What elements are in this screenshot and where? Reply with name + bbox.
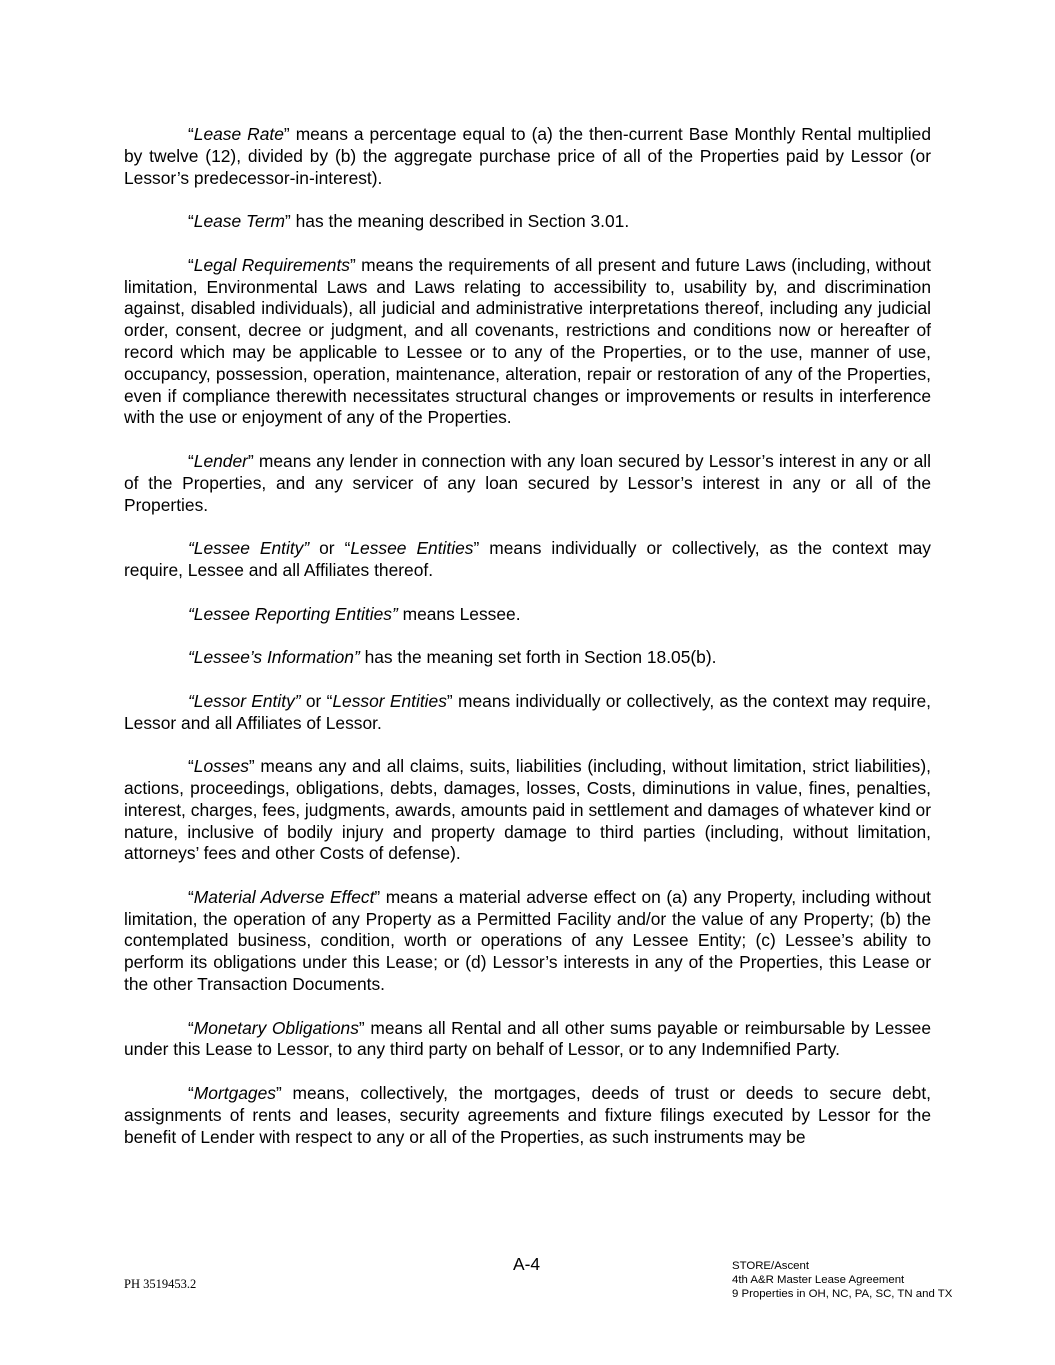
document-body: [124, 124, 931, 1170]
definition-lessees-information: “Lessee’s Information” has the meaning set forth in Section 18.05(b).: [188, 647, 717, 668]
definition-lessor-entity: “Lessor Entity” or “Lessor Entities” means individually or collectively, as the context may require, Lessor and all Affiliates of Lessor.: [124, 690, 932, 733]
footer-line: 4th A&R Master Lease Agreement: [732, 1274, 905, 1286]
definition-material-adverse-effect: “Material Adverse Effect” means a material adverse effect on (a) any Property, including without limitation, the operation of any Property as a Permitted Facility and/or the value of any Property; (b) the contemplated business, condition, worth or operations of any Lessee Entity; (c) Lessee’s ability to perform its obligations under this Lease; or (d) Lessor’s interests in any of the Properties, this Lease or the other Transaction Documents.: [124, 886, 931, 995]
defined-term: Lessee Entities: [350, 538, 474, 559]
defined-term: Monetary Obligations: [193, 1017, 359, 1038]
defined-term: Losses: [193, 756, 249, 777]
defined-term: Lender: [193, 450, 248, 471]
defined-term: “Lessee Reporting Entities”: [188, 603, 398, 624]
definition-lease-rate: “Lease Rate” means a percentage equal to (a) the then-current Base Monthly Rental multiplied by twelve (12), divided by (b) the aggregate purchase price of all of the Properties paid by Lessor (or Lessor’s predecessor-in-interest).: [124, 124, 931, 188]
footer-line: 9 Properties in OH, NC, PA, SC, TN and TX: [732, 1288, 953, 1300]
definition-lessee-reporting-entities: “Lessee Reporting Entities” means Lessee.: [188, 603, 521, 624]
defined-term: “Lessee’s Information”: [188, 647, 360, 668]
defined-term: “Lessor Entity”: [188, 690, 301, 711]
definition-mortgages: “Mortgages” means, collectively, the mortgages, deeds of trust or deeds to secure debt, assignments of rents and leases, security agreements and fixture filings executed by Lessor for the benefit of Lender with respect to any or all of the Properties, as such instruments may be: [124, 1083, 931, 1147]
defined-term: Lease Term: [193, 211, 285, 232]
footer-line: STORE/Ascent: [732, 1260, 810, 1272]
definition-lender: “Lender” means any lender in connection with any loan secured by Lessor’s interest in any or all of the Properties, and any servicer of any loan secured by Lessor’s interest in any or all of the Properties.: [124, 450, 931, 515]
definition-legal-requirements: “Legal Requirements” means the requirements of all present and future Laws (including, without limitation, Environmental Laws and Laws relating to accessibility to, usability by, and discrimination against, disabled individuals), all judicial and administrative interpretations thereof, including any judicial order, consent, decree or judgment, and all covenants, restrictions and conditions now or hereafter of record which may be applicable to Lessee or to any of the Properties, or to the use, manner of use, occupancy, possession, operation, maintenance, alteration, repair or restoration of any of the Properties, even if compliance therewith necessitates structural changes or improvements or results in interference with the use or enjoyment of any of the Properties.: [124, 254, 931, 428]
defined-term: Legal Requirements: [193, 254, 350, 275]
defined-term: Material Adverse Effect: [193, 886, 375, 907]
definition-lessee-entity: “Lessee Entity” or “Lessee Entities” means individually or collectively, as the context may require, Lessee and all Affiliates thereof.: [124, 538, 931, 580]
document-id: PH 3519453.2: [124, 1277, 197, 1291]
page-number: A-4: [513, 1254, 541, 1274]
definition-losses: “Losses” means any and all claims, suits, liabilities (including, without limitation, strict liabilities), actions, proceedings, obligations, debts, damages, losses, Costs, diminutions in value, fines, penalties, interest, charges, fees, judgments, awards, amounts paid in settlement and damages of whatever kind or nature, inclusive of bodily injury and property damage to third parties (including, without limitation, attorneys’ fees and other Costs of defense).: [124, 756, 931, 864]
definition-lease-term: “Lease Term” has the meaning described in Section 3.01.: [188, 211, 630, 232]
defined-term: “Lessee Entity”: [188, 538, 310, 559]
defined-term: Lease Rate: [193, 124, 284, 144]
footer-document-info: [732, 1259, 952, 1301]
defined-term: Mortgages: [193, 1083, 276, 1104]
defined-term: Lessor Entities: [332, 690, 447, 711]
definition-monetary-obligations: “Monetary Obligations” means all Rental and all other sums payable or reimbursable by Lessee under this Lease to Lessor, to any third party on behalf of Lessor, or to any Indemnified Party.: [124, 1017, 931, 1060]
